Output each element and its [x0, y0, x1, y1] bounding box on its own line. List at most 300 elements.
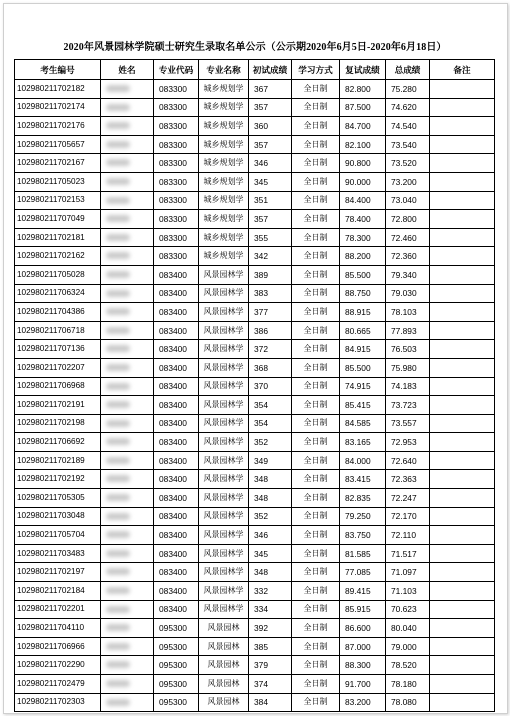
candidate-id-cell: 102980211702201 [15, 600, 101, 619]
major-name-cell: 风景园林 [199, 619, 249, 638]
study-mode-cell: 全日制 [292, 470, 340, 489]
candidate-id-cell: 102980211702176 [15, 117, 101, 136]
total-score-cell: 74.540 [386, 117, 430, 136]
study-mode-cell: 全日制 [292, 582, 340, 601]
name-cell [101, 637, 154, 656]
table-row [15, 563, 495, 582]
retest-score-cell: 74.915 [340, 377, 386, 396]
total-score-cell: 79.340 [386, 265, 430, 284]
major-name-cell: 城乡规划学 [199, 191, 249, 210]
major-name-cell: 风景园林学 [199, 433, 249, 452]
remarks-cell [430, 414, 495, 433]
total-score-cell: 79.000 [386, 637, 430, 656]
study-mode-cell: 全日制 [292, 600, 340, 619]
candidate-id-cell: 102980211702290 [15, 656, 101, 675]
retest-score-cell: 77.085 [340, 563, 386, 582]
name-cell [101, 191, 154, 210]
retest-score-cell: 85.500 [340, 358, 386, 377]
table-row [15, 544, 495, 563]
redacted-name-blur [106, 252, 130, 259]
name-cell [101, 489, 154, 508]
total-score-cell: 78.180 [386, 675, 430, 694]
candidate-id-cell: 102980211702162 [15, 247, 101, 266]
major-code-cell: 083400 [154, 321, 199, 340]
table-row [15, 489, 495, 508]
study-mode-cell: 全日制 [292, 675, 340, 694]
total-score-cell: 71.097 [386, 563, 430, 582]
major-name-cell: 风景园林 [199, 675, 249, 694]
table-row [15, 98, 495, 117]
study-mode-cell: 全日制 [292, 544, 340, 563]
redacted-name-blur [106, 383, 130, 390]
table-row [15, 414, 495, 433]
study-mode-cell: 全日制 [292, 414, 340, 433]
table-row [15, 396, 495, 415]
retest-score-cell: 85.500 [340, 265, 386, 284]
redacted-name-blur [106, 159, 130, 166]
initial-score-cell: 385 [249, 637, 292, 656]
table-row [15, 191, 495, 210]
initial-score-cell: 346 [249, 154, 292, 173]
redacted-name-blur [106, 494, 130, 501]
col-header-total-score: 总成绩 [386, 60, 430, 80]
total-score-cell: 71.103 [386, 582, 430, 601]
candidate-id-cell: 102980211706324 [15, 284, 101, 303]
name-cell [101, 470, 154, 489]
total-score-cell: 80.040 [386, 619, 430, 638]
study-mode-cell: 全日制 [292, 619, 340, 638]
initial-score-cell: 354 [249, 396, 292, 415]
redacted-name-blur [106, 680, 130, 687]
redacted-name-blur [106, 568, 130, 575]
initial-score-cell: 354 [249, 414, 292, 433]
remarks-cell [430, 637, 495, 656]
initial-score-cell: 351 [249, 191, 292, 210]
candidate-id-cell: 102980211705023 [15, 172, 101, 191]
remarks-cell [430, 675, 495, 694]
redacted-name-blur [106, 624, 130, 631]
major-name-cell: 城乡规划学 [199, 228, 249, 247]
total-score-cell: 73.040 [386, 191, 430, 210]
major-code-cell: 083400 [154, 451, 199, 470]
major-name-cell: 风景园林学 [199, 358, 249, 377]
candidate-id-cell: 102980211706968 [15, 377, 101, 396]
table-row [15, 656, 495, 675]
total-score-cell: 73.723 [386, 396, 430, 415]
major-name-cell: 城乡规划学 [199, 80, 249, 99]
redacted-name-blur [106, 661, 130, 668]
total-score-cell: 72.460 [386, 228, 430, 247]
name-cell [101, 358, 154, 377]
candidate-id-cell: 102980211702153 [15, 191, 101, 210]
remarks-cell [430, 172, 495, 191]
redacted-name-blur [106, 141, 130, 148]
major-code-cell: 083400 [154, 284, 199, 303]
study-mode-cell: 全日制 [292, 656, 340, 675]
candidate-id-cell: 102980211702181 [15, 228, 101, 247]
study-mode-cell: 全日制 [292, 210, 340, 229]
redacted-name-blur [106, 215, 130, 222]
retest-score-cell: 85.415 [340, 396, 386, 415]
major-name-cell: 风景园林学 [199, 489, 249, 508]
candidate-id-cell: 102980211706966 [15, 637, 101, 656]
name-cell [101, 433, 154, 452]
redacted-name-blur [106, 475, 130, 482]
name-cell [101, 656, 154, 675]
name-cell [101, 563, 154, 582]
major-name-cell: 风景园林 [199, 656, 249, 675]
remarks-cell [430, 563, 495, 582]
study-mode-cell: 全日制 [292, 340, 340, 359]
initial-score-cell: 348 [249, 489, 292, 508]
total-score-cell: 73.520 [386, 154, 430, 173]
redacted-name-blur [106, 327, 130, 334]
initial-score-cell: 368 [249, 358, 292, 377]
name-cell [101, 228, 154, 247]
candidate-id-cell: 102980211702479 [15, 675, 101, 694]
total-score-cell: 72.640 [386, 451, 430, 470]
retest-score-cell: 90.000 [340, 172, 386, 191]
retest-score-cell: 81.585 [340, 544, 386, 563]
name-cell [101, 284, 154, 303]
major-code-cell: 083400 [154, 563, 199, 582]
study-mode-cell: 全日制 [292, 303, 340, 322]
study-mode-cell: 全日制 [292, 247, 340, 266]
remarks-cell [430, 303, 495, 322]
redacted-name-blur [106, 438, 130, 445]
major-code-cell: 095300 [154, 693, 199, 712]
redacted-name-blur [106, 178, 130, 185]
col-header-remarks: 备注 [430, 60, 495, 80]
candidate-id-cell: 102980211703048 [15, 507, 101, 526]
retest-score-cell: 84.000 [340, 451, 386, 470]
major-code-cell: 083400 [154, 396, 199, 415]
major-code-cell: 083400 [154, 600, 199, 619]
major-code-cell: 083300 [154, 154, 199, 173]
total-score-cell: 73.557 [386, 414, 430, 433]
col-header-major-name: 专业名称 [199, 60, 249, 80]
redacted-name-blur [106, 420, 130, 427]
name-cell [101, 675, 154, 694]
redacted-name-blur [106, 345, 130, 352]
table-row [15, 619, 495, 638]
table-row [15, 284, 495, 303]
total-score-cell: 78.103 [386, 303, 430, 322]
redacted-name-blur [106, 271, 130, 278]
redacted-name-blur [106, 197, 130, 204]
initial-score-cell: 345 [249, 544, 292, 563]
candidate-id-cell: 102980211706718 [15, 321, 101, 340]
name-cell [101, 340, 154, 359]
name-cell [101, 414, 154, 433]
candidate-id-cell: 102980211707049 [15, 210, 101, 229]
header-row [15, 60, 495, 80]
major-code-cell: 083400 [154, 265, 199, 284]
name-cell [101, 247, 154, 266]
remarks-cell [430, 284, 495, 303]
major-code-cell: 095300 [154, 675, 199, 694]
retest-score-cell: 89.415 [340, 582, 386, 601]
col-header-initial-score: 初试成绩 [249, 60, 292, 80]
table-row [15, 135, 495, 154]
name-cell [101, 693, 154, 712]
redacted-name-blur [106, 290, 130, 297]
major-name-cell: 风景园林学 [199, 600, 249, 619]
major-name-cell: 风景园林学 [199, 544, 249, 563]
admission-table [14, 59, 495, 712]
remarks-cell [430, 358, 495, 377]
candidate-id-cell: 102980211702167 [15, 154, 101, 173]
major-name-cell: 城乡规划学 [199, 154, 249, 173]
remarks-cell [430, 228, 495, 247]
major-name-cell: 风景园林学 [199, 470, 249, 489]
table-row [15, 172, 495, 191]
total-score-cell: 73.540 [386, 135, 430, 154]
name-cell [101, 117, 154, 136]
col-header-study-mode: 学习方式 [292, 60, 340, 80]
total-score-cell: 72.170 [386, 507, 430, 526]
major-code-cell: 083400 [154, 303, 199, 322]
remarks-cell [430, 451, 495, 470]
name-cell [101, 377, 154, 396]
initial-score-cell: 332 [249, 582, 292, 601]
major-code-cell: 083400 [154, 470, 199, 489]
initial-score-cell: 348 [249, 563, 292, 582]
redacted-name-blur [106, 550, 130, 557]
total-score-cell: 72.247 [386, 489, 430, 508]
total-score-cell: 70.623 [386, 600, 430, 619]
major-code-cell: 095300 [154, 637, 199, 656]
study-mode-cell: 全日制 [292, 172, 340, 191]
study-mode-cell: 全日制 [292, 507, 340, 526]
remarks-cell [430, 600, 495, 619]
remarks-cell [430, 321, 495, 340]
major-code-cell: 083300 [154, 135, 199, 154]
major-name-cell: 风景园林学 [199, 526, 249, 545]
table-row [15, 377, 495, 396]
candidate-id-cell: 102980211705028 [15, 265, 101, 284]
remarks-cell [430, 210, 495, 229]
retest-score-cell: 78.400 [340, 210, 386, 229]
total-score-cell: 78.520 [386, 656, 430, 675]
retest-score-cell: 84.400 [340, 191, 386, 210]
major-code-cell: 083400 [154, 526, 199, 545]
candidate-id-cell: 102980211707136 [15, 340, 101, 359]
retest-score-cell: 87.000 [340, 637, 386, 656]
study-mode-cell: 全日制 [292, 489, 340, 508]
remarks-cell [430, 656, 495, 675]
retest-score-cell: 87.500 [340, 98, 386, 117]
total-score-cell: 71.517 [386, 544, 430, 563]
redacted-name-blur [106, 699, 130, 706]
major-name-cell: 风景园林学 [199, 507, 249, 526]
total-score-cell: 72.360 [386, 247, 430, 266]
major-code-cell: 095300 [154, 656, 199, 675]
major-name-cell: 城乡规划学 [199, 247, 249, 266]
initial-score-cell: 360 [249, 117, 292, 136]
study-mode-cell: 全日制 [292, 377, 340, 396]
redacted-name-blur [106, 587, 130, 594]
study-mode-cell: 全日制 [292, 154, 340, 173]
retest-score-cell: 82.100 [340, 135, 386, 154]
major-name-cell: 风景园林 [199, 693, 249, 712]
initial-score-cell: 357 [249, 135, 292, 154]
redacted-name-blur [106, 104, 130, 111]
candidate-id-cell: 102980211702192 [15, 470, 101, 489]
study-mode-cell: 全日制 [292, 693, 340, 712]
initial-score-cell: 389 [249, 265, 292, 284]
col-header-name: 姓名 [101, 60, 154, 80]
total-score-cell: 79.030 [386, 284, 430, 303]
table-row [15, 600, 495, 619]
major-name-cell: 风景园林学 [199, 451, 249, 470]
study-mode-cell: 全日制 [292, 433, 340, 452]
redacted-name-blur [106, 364, 130, 371]
major-name-cell: 风景园林学 [199, 321, 249, 340]
table-row [15, 80, 495, 99]
candidate-id-cell: 102980211702303 [15, 693, 101, 712]
document-title: 2020年风景园林学院硕士研究生录取名单公示（公示期2020年6月5日-2020年6月18日） [63, 42, 447, 53]
major-name-cell: 城乡规划学 [199, 210, 249, 229]
retest-score-cell: 86.600 [340, 619, 386, 638]
major-name-cell: 城乡规划学 [199, 117, 249, 136]
major-name-cell: 风景园林学 [199, 563, 249, 582]
study-mode-cell: 全日制 [292, 135, 340, 154]
remarks-cell [430, 377, 495, 396]
retest-score-cell: 79.250 [340, 507, 386, 526]
candidate-id-cell: 102980211702197 [15, 563, 101, 582]
initial-score-cell: 349 [249, 451, 292, 470]
table-row [15, 117, 495, 136]
col-header-candidate-id: 考生编号 [15, 60, 101, 80]
table-row [15, 321, 495, 340]
major-code-cell: 083300 [154, 247, 199, 266]
redacted-name-blur [106, 531, 130, 538]
candidate-id-cell: 102980211702184 [15, 582, 101, 601]
study-mode-cell: 全日制 [292, 228, 340, 247]
major-name-cell: 风景园林学 [199, 414, 249, 433]
major-code-cell: 083400 [154, 507, 199, 526]
total-score-cell: 72.800 [386, 210, 430, 229]
major-code-cell: 083400 [154, 433, 199, 452]
retest-score-cell: 91.700 [340, 675, 386, 694]
table-row [15, 675, 495, 694]
retest-score-cell: 84.585 [340, 414, 386, 433]
study-mode-cell: 全日制 [292, 563, 340, 582]
name-cell [101, 451, 154, 470]
major-code-cell: 083400 [154, 358, 199, 377]
table-row [15, 526, 495, 545]
major-code-cell: 083400 [154, 582, 199, 601]
candidate-id-cell: 102980211705657 [15, 135, 101, 154]
redacted-name-blur [106, 308, 130, 315]
retest-score-cell: 83.750 [340, 526, 386, 545]
total-score-cell: 77.893 [386, 321, 430, 340]
total-score-cell: 72.110 [386, 526, 430, 545]
table-row [15, 451, 495, 470]
candidate-id-cell: 102980211702189 [15, 451, 101, 470]
remarks-cell [430, 693, 495, 712]
retest-score-cell: 88.750 [340, 284, 386, 303]
retest-score-cell: 83.415 [340, 470, 386, 489]
initial-score-cell: 377 [249, 303, 292, 322]
remarks-cell [430, 544, 495, 563]
retest-score-cell: 80.665 [340, 321, 386, 340]
table-row [15, 637, 495, 656]
table-row [15, 303, 495, 322]
name-cell [101, 396, 154, 415]
initial-score-cell: 357 [249, 210, 292, 229]
major-name-cell: 风景园林学 [199, 377, 249, 396]
retest-score-cell: 82.835 [340, 489, 386, 508]
candidate-id-cell: 102980211702174 [15, 98, 101, 117]
candidate-id-cell: 102980211702182 [15, 80, 101, 99]
total-score-cell: 72.953 [386, 433, 430, 452]
name-cell [101, 321, 154, 340]
study-mode-cell: 全日制 [292, 526, 340, 545]
major-code-cell: 083400 [154, 340, 199, 359]
redacted-name-blur [106, 643, 130, 650]
redacted-name-blur [106, 122, 130, 129]
candidate-id-cell: 102980211705704 [15, 526, 101, 545]
name-cell [101, 526, 154, 545]
retest-score-cell: 84.915 [340, 340, 386, 359]
retest-score-cell: 83.200 [340, 693, 386, 712]
study-mode-cell: 全日制 [292, 191, 340, 210]
retest-score-cell: 85.915 [340, 600, 386, 619]
study-mode-cell: 全日制 [292, 284, 340, 303]
retest-score-cell: 83.165 [340, 433, 386, 452]
major-code-cell: 083300 [154, 228, 199, 247]
table-row [15, 154, 495, 173]
remarks-cell [430, 433, 495, 452]
study-mode-cell: 全日制 [292, 98, 340, 117]
remarks-cell [430, 265, 495, 284]
table-row [15, 228, 495, 247]
major-code-cell: 083400 [154, 489, 199, 508]
major-name-cell: 城乡规划学 [199, 135, 249, 154]
initial-score-cell: 374 [249, 675, 292, 694]
initial-score-cell: 379 [249, 656, 292, 675]
redacted-name-blur [106, 85, 130, 92]
candidate-id-cell: 102980211702207 [15, 358, 101, 377]
study-mode-cell: 全日制 [292, 358, 340, 377]
table-row [15, 247, 495, 266]
col-header-retest-score: 复试成绩 [340, 60, 386, 80]
initial-score-cell: 352 [249, 433, 292, 452]
table-row [15, 693, 495, 712]
major-name-cell: 城乡规划学 [199, 98, 249, 117]
major-name-cell: 风景园林学 [199, 284, 249, 303]
retest-score-cell: 78.300 [340, 228, 386, 247]
name-cell [101, 303, 154, 322]
initial-score-cell: 386 [249, 321, 292, 340]
study-mode-cell: 全日制 [292, 265, 340, 284]
candidate-id-cell: 102980211704386 [15, 303, 101, 322]
name-cell [101, 98, 154, 117]
study-mode-cell: 全日制 [292, 637, 340, 656]
candidate-id-cell: 102980211703483 [15, 544, 101, 563]
major-name-cell: 风景园林 [199, 637, 249, 656]
name-cell [101, 544, 154, 563]
name-cell [101, 600, 154, 619]
initial-score-cell: 370 [249, 377, 292, 396]
major-code-cell: 083300 [154, 210, 199, 229]
retest-score-cell: 88.300 [340, 656, 386, 675]
name-cell [101, 80, 154, 99]
name-cell [101, 507, 154, 526]
remarks-cell [430, 470, 495, 489]
